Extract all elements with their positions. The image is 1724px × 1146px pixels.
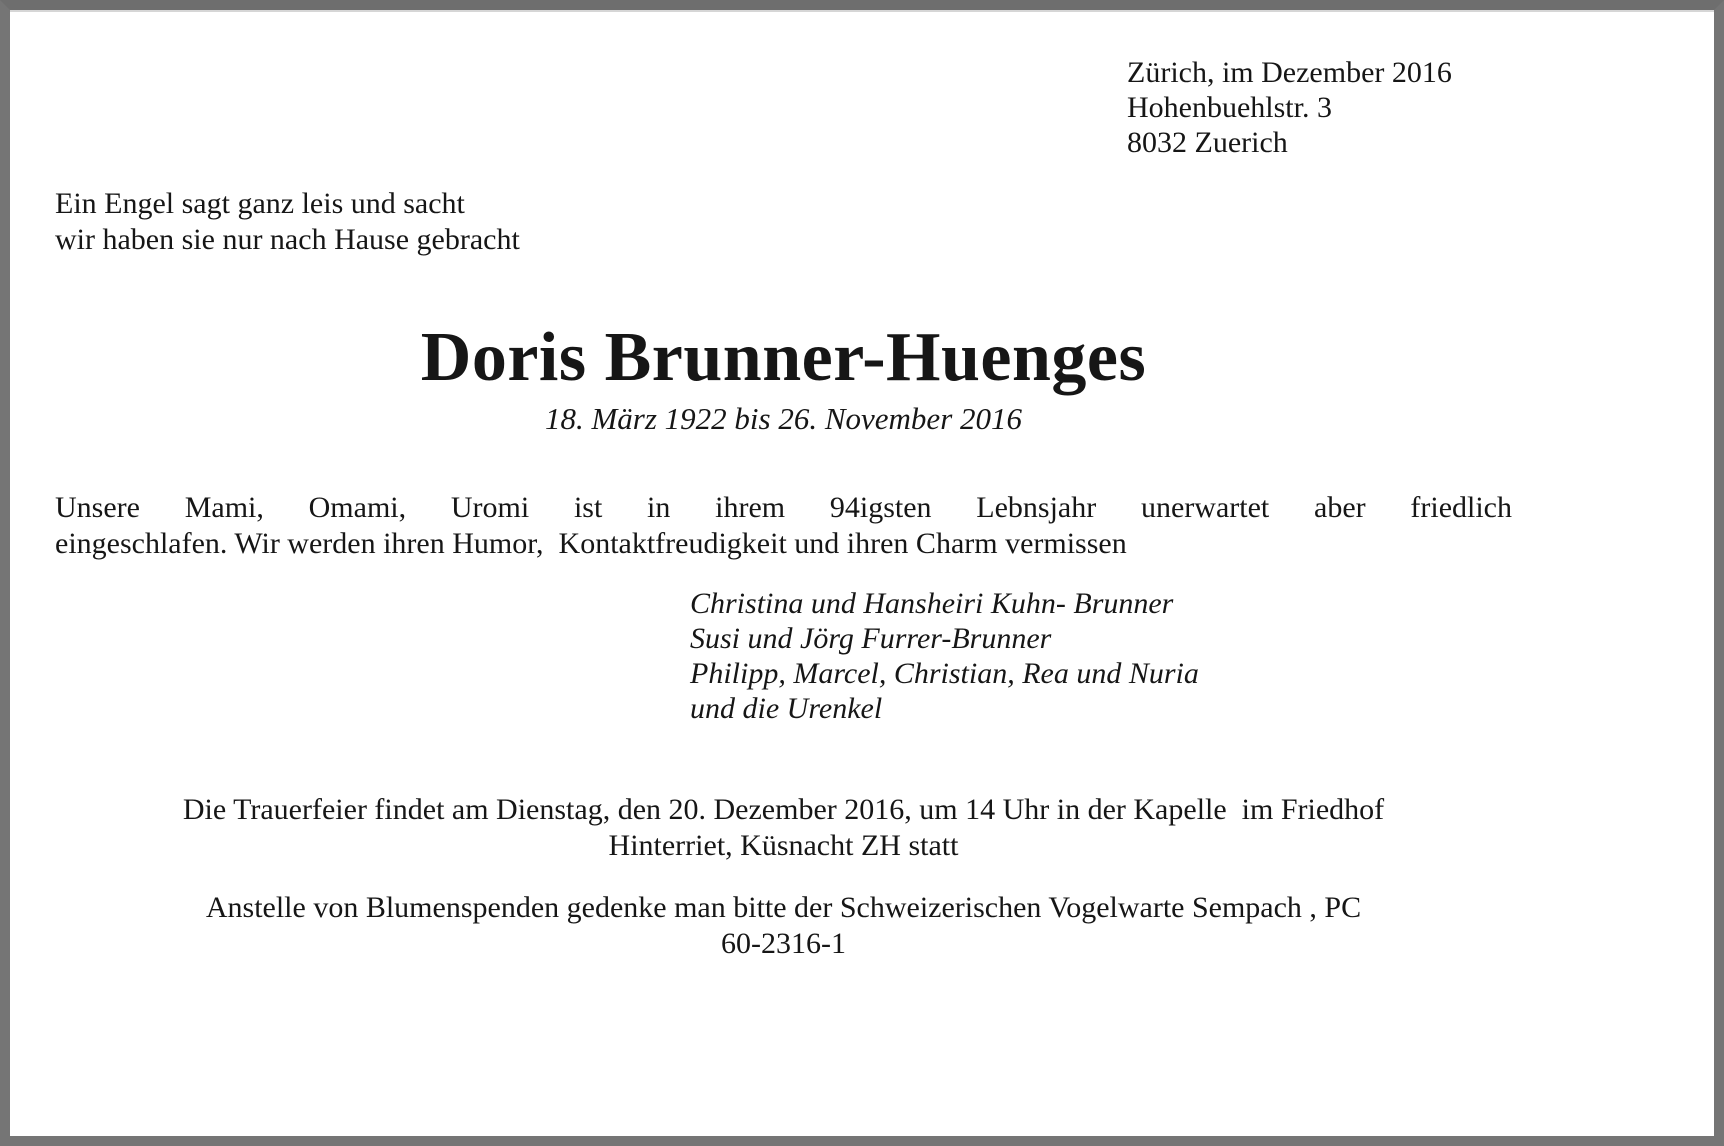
dateline-block <box>1127 55 1512 160</box>
mourner-line: und die Urenkel <box>690 692 883 725</box>
mourners-block <box>690 586 1512 726</box>
mourner-line: Susi und Jörg Furrer-Brunner <box>690 622 1052 655</box>
epigraph-line: Ein Engel sagt ganz leis und sacht <box>55 187 465 220</box>
donation-account-number: 60-2316-1 <box>721 927 846 960</box>
dateline-postal-city: 8032 Zuerich <box>1127 126 1288 159</box>
funeral-info <box>55 792 1512 864</box>
dateline-street: Hohenbuehlstr. 3 <box>1127 91 1332 124</box>
donation-info <box>55 890 1512 962</box>
obituary-paragraph <box>55 490 1512 562</box>
mourner-line: Philipp, Marcel, Christian, Rea und Nuria <box>690 657 1199 690</box>
funeral-line: Die Trauerfeier findet am Dienstag, den 20. Dezember 2016, um 14 Uhr in der Kapelle im Friedhof <box>182 793 1385 826</box>
dateline-city-date: Zürich, im Dezember 2016 <box>1127 56 1452 89</box>
obituary-line: eingeschlafen. Wir werden ihren Humor, Kontaktfreudigkeit und ihren Charm vermissen <box>55 527 1127 560</box>
donation-line: Anstelle von Blumenspenden gedenke man bitte der Schweizerischen Vogelwarte Sempach , PC <box>205 891 1362 924</box>
obituary-line: Unsere Mami, Omami, Uromi ist in ihrem 94igsten Lebnsjahr unerwartet aber friedlich <box>55 491 1512 524</box>
life-dates: 18. März 1922 bis 26. November 2016 <box>544 401 1023 436</box>
epigraph-line: wir haben sie nur nach Hause gebracht <box>55 223 520 256</box>
deceased-name: Doris Brunner-Huenges <box>420 319 1147 396</box>
funeral-line: Hinterriet, Küsnacht ZH statt <box>608 829 959 862</box>
mourner-line: Christina und Hansheiri Kuhn- Brunner <box>690 587 1174 620</box>
notice-content <box>10 10 1714 962</box>
epigraph-block <box>55 186 1512 258</box>
